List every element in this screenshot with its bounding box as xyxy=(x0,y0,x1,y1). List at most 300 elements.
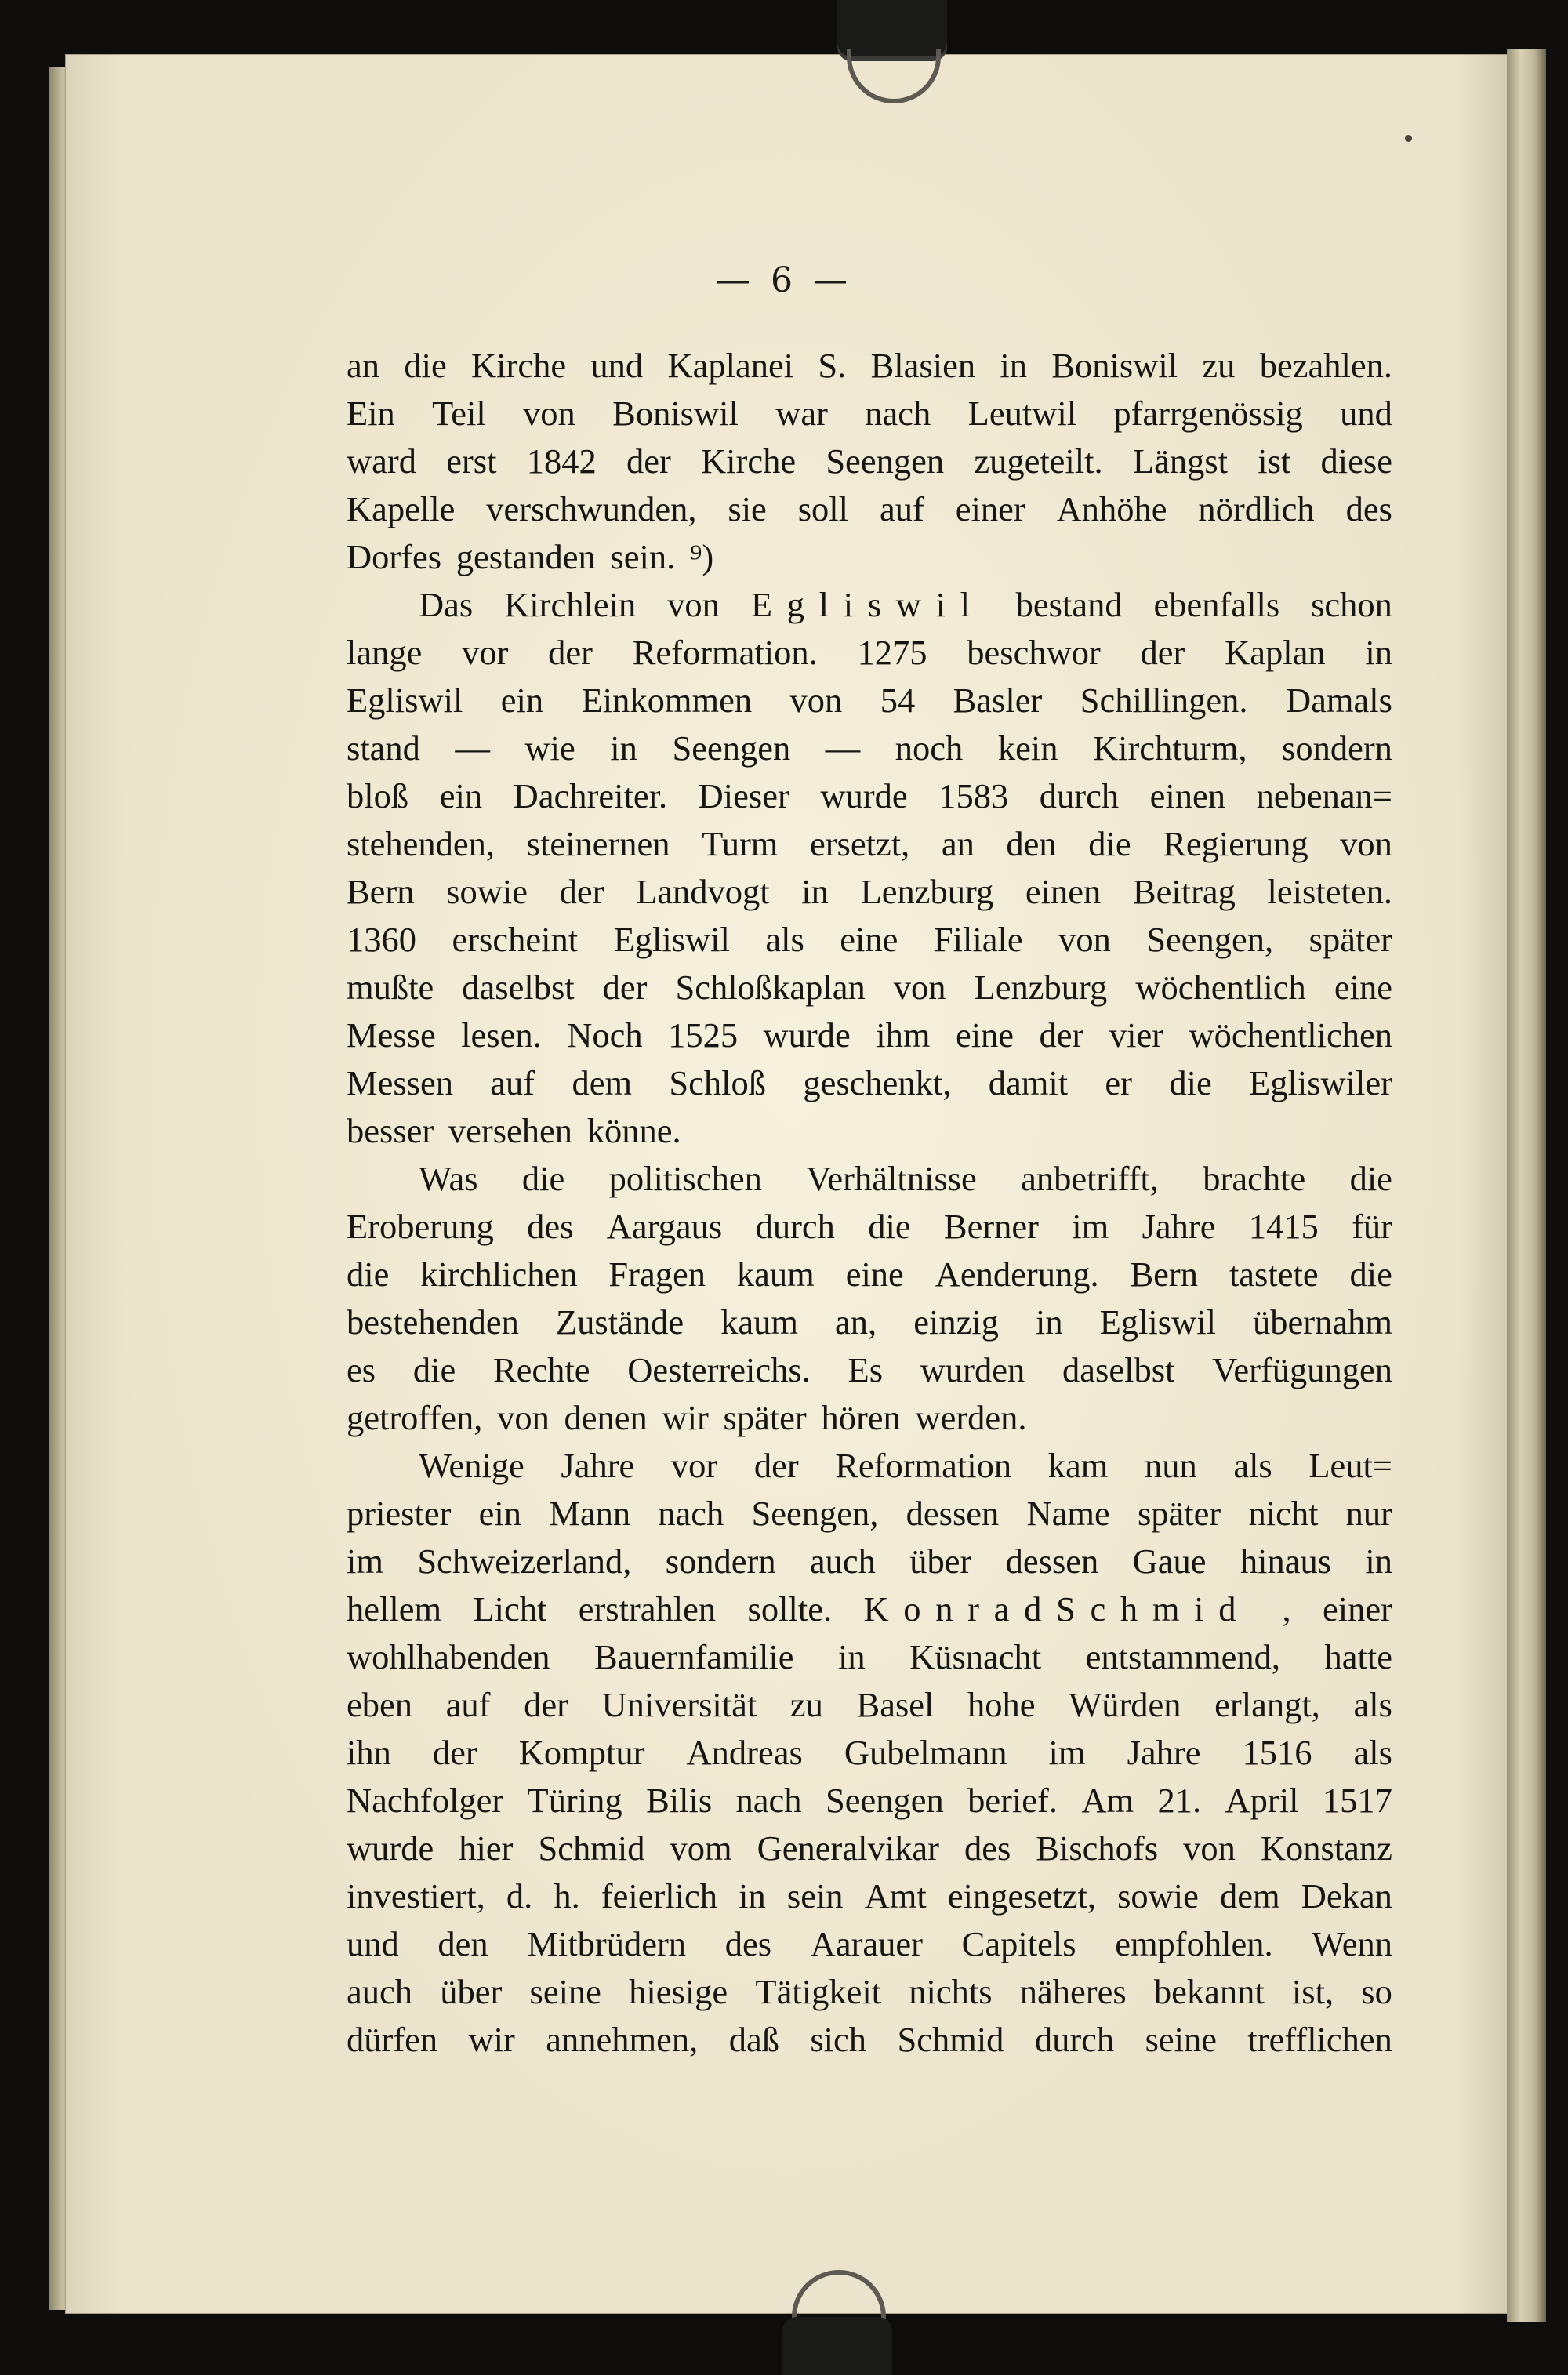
word: in xyxy=(1000,346,1028,385)
word: und xyxy=(1340,394,1392,433)
word: 1842 xyxy=(526,441,597,481)
word: Seengen, xyxy=(1146,920,1274,959)
word: bekannt xyxy=(1153,1972,1265,2011)
word: in xyxy=(1035,1302,1063,1342)
word: die xyxy=(412,1350,456,1389)
word: im xyxy=(1072,1207,1109,1246)
word: — xyxy=(455,728,490,768)
word: hiesige xyxy=(629,1972,728,2011)
word: eben xyxy=(347,1685,413,1724)
word: Bischofs xyxy=(1036,1828,1159,1868)
word: eine xyxy=(1334,968,1392,1007)
word: Bern xyxy=(1130,1255,1199,1294)
word: bloß xyxy=(347,776,409,815)
text-line xyxy=(347,1011,1392,1059)
word: Filiale xyxy=(933,920,1023,959)
word: durch xyxy=(1034,2020,1115,2059)
text-line xyxy=(347,390,1392,438)
word: Kaplan xyxy=(1225,633,1326,672)
word: im xyxy=(1048,1733,1086,1772)
word: Boniswil xyxy=(1051,346,1178,385)
word: Leutwil xyxy=(967,394,1077,433)
text-line xyxy=(347,1777,1392,1825)
word: hatte xyxy=(1324,1637,1392,1676)
word: nach xyxy=(658,1494,724,1533)
word: nicht xyxy=(1248,1494,1319,1533)
text-line xyxy=(347,1059,1392,1107)
word: Basler xyxy=(953,681,1043,720)
word: von xyxy=(1058,920,1111,959)
word: nun xyxy=(1144,1446,1197,1485)
word: Das xyxy=(419,585,474,624)
word: Gubelmann xyxy=(844,1733,1007,1772)
word: Kaplanei xyxy=(667,346,794,385)
text-line xyxy=(347,772,1392,820)
body-text xyxy=(347,342,1392,2064)
word: daselbst xyxy=(1062,1350,1175,1389)
word: dem xyxy=(1220,1876,1280,1916)
word: erscheint xyxy=(452,920,579,959)
word: noch xyxy=(895,728,964,768)
word: in xyxy=(801,872,829,911)
word: der xyxy=(753,1446,799,1485)
word: Aarauer xyxy=(810,1924,923,1963)
word: ist xyxy=(1258,441,1291,481)
word: Noch xyxy=(567,1015,643,1055)
word: in xyxy=(1365,633,1392,672)
word: war xyxy=(775,394,828,433)
text-line xyxy=(347,342,1392,390)
word: auf xyxy=(490,1063,535,1102)
word: eine xyxy=(955,1015,1014,1055)
word: bestand xyxy=(1015,585,1123,624)
word: an xyxy=(941,824,975,863)
word: Küsnacht xyxy=(909,1637,1042,1676)
word: als xyxy=(1353,1685,1392,1724)
word: Aargaus xyxy=(606,1207,723,1246)
word: einzig xyxy=(913,1302,999,1342)
word: lange xyxy=(347,633,423,672)
word: ein xyxy=(478,1494,522,1533)
word: an xyxy=(347,346,380,385)
word: später xyxy=(723,1398,807,1437)
word: stand xyxy=(347,728,420,768)
word: von xyxy=(523,394,575,433)
word: Name xyxy=(1026,1494,1110,1533)
word: den xyxy=(1006,824,1057,863)
word: nördlich xyxy=(1198,489,1315,528)
word: in xyxy=(739,1876,766,1916)
word: Jahre xyxy=(1127,1733,1201,1772)
word: Reformation xyxy=(835,1446,1012,1485)
word: in xyxy=(1365,1542,1392,1581)
word: von xyxy=(893,968,946,1007)
word: leisteten. xyxy=(1267,872,1392,911)
word: vor xyxy=(670,1446,718,1485)
word: sein. xyxy=(610,537,676,576)
word: kaum xyxy=(720,1302,798,1342)
word: der xyxy=(548,633,593,672)
word: Rechte xyxy=(492,1350,590,1389)
text-line xyxy=(347,485,1392,533)
word: Berner xyxy=(943,1207,1039,1246)
word: annehmen, xyxy=(546,2020,699,2059)
page-speck xyxy=(1405,135,1412,142)
text-line xyxy=(347,1394,1392,1442)
word: ist, xyxy=(1291,1972,1334,2011)
word: durch xyxy=(755,1207,835,1246)
word: hellem xyxy=(347,1589,442,1629)
word: Dieser xyxy=(698,776,789,815)
word: beschwor xyxy=(967,633,1101,672)
word: die xyxy=(868,1207,911,1246)
word: Messen xyxy=(347,1063,453,1102)
word: eingesetzt, xyxy=(947,1876,1096,1916)
word: steinernen xyxy=(526,824,670,863)
word: seine xyxy=(1145,2020,1218,2059)
word: er xyxy=(1105,1063,1132,1102)
text-line xyxy=(347,1825,1392,1872)
word: Am xyxy=(1081,1781,1134,1820)
text-line xyxy=(347,1442,1392,1490)
word: versehen xyxy=(448,1111,573,1150)
word: des xyxy=(527,1207,574,1246)
word: April xyxy=(1225,1781,1299,1820)
text-line xyxy=(347,1920,1392,1968)
word: sie xyxy=(728,489,767,528)
word: einer xyxy=(955,489,1025,528)
word: der xyxy=(432,1733,477,1772)
text-line xyxy=(347,1729,1392,1777)
word: Schweizerland, xyxy=(417,1542,632,1581)
word: nach xyxy=(865,394,931,433)
word: Leut= xyxy=(1308,1446,1392,1485)
word: Turm xyxy=(702,824,779,863)
word: Universität xyxy=(601,1685,757,1724)
word: in xyxy=(837,1637,866,1676)
word: soll xyxy=(797,489,849,528)
word: an, xyxy=(835,1302,877,1342)
word: eine xyxy=(840,920,898,959)
word: Reformation. xyxy=(632,633,818,672)
text-line xyxy=(347,581,1392,629)
word: Längst xyxy=(1132,441,1229,481)
word: bestehenden xyxy=(347,1302,519,1342)
word: 1275 xyxy=(857,633,927,672)
word: Boniswil xyxy=(612,394,739,433)
word: wöchentlich xyxy=(1135,968,1306,1007)
word: der xyxy=(559,872,604,911)
text-line xyxy=(347,1872,1392,1920)
word: berief. xyxy=(967,1781,1058,1820)
text-line xyxy=(347,1251,1392,1298)
word: der xyxy=(1140,633,1185,672)
word: Schmid xyxy=(897,2020,1004,2059)
word: von xyxy=(667,585,720,624)
word: kirchlichen xyxy=(420,1255,578,1294)
word: 1525 xyxy=(668,1015,739,1055)
word: ein xyxy=(500,681,544,720)
word: als xyxy=(1233,1446,1272,1485)
word: 1517 xyxy=(1322,1781,1392,1820)
word: vier xyxy=(1109,1015,1164,1055)
word: sollte. xyxy=(747,1589,833,1629)
word: dessen xyxy=(1005,1542,1099,1581)
text-line xyxy=(347,1490,1392,1538)
word: als xyxy=(1353,1733,1392,1772)
word: 54 xyxy=(880,681,916,720)
word: Verfügungen xyxy=(1212,1350,1392,1389)
word: Nachfolger xyxy=(347,1781,504,1820)
word: eine xyxy=(845,1255,904,1294)
word: zu xyxy=(789,1685,823,1724)
word: 21. xyxy=(1157,1781,1202,1820)
word: wie xyxy=(524,728,575,768)
word: Es xyxy=(848,1350,884,1389)
word: Einkommen xyxy=(581,681,753,720)
word: auch xyxy=(347,1972,413,2011)
word: Egliswil xyxy=(613,920,730,959)
word: Komptur xyxy=(518,1733,645,1772)
word: sowie xyxy=(1117,1876,1199,1916)
word: priester xyxy=(347,1494,452,1533)
word: Aenderung. xyxy=(935,1255,1099,1294)
word: Licht xyxy=(473,1589,547,1629)
word: vor xyxy=(462,633,509,672)
word: einen xyxy=(1025,872,1102,911)
word: über xyxy=(909,1542,972,1581)
word: Anhöhe xyxy=(1056,489,1167,528)
word: kaum xyxy=(736,1255,815,1294)
word: Schloß xyxy=(669,1063,767,1102)
word: Teil xyxy=(432,394,486,433)
word: wurde xyxy=(347,1828,434,1868)
word: Bilis xyxy=(646,1781,713,1820)
word: Andreas xyxy=(686,1733,803,1772)
word: die xyxy=(1088,824,1131,863)
word: Mitbrüdern xyxy=(527,1924,687,1963)
word: ihn xyxy=(347,1733,391,1772)
word: und xyxy=(590,346,644,385)
text-line xyxy=(347,533,1392,581)
word: Dorfes xyxy=(347,537,442,576)
text-line xyxy=(347,916,1392,964)
word: Bauernfamilie xyxy=(593,1637,794,1676)
word: Seengen xyxy=(672,728,791,768)
text-line xyxy=(347,629,1392,677)
word: als xyxy=(765,920,804,959)
word: übernahm xyxy=(1253,1302,1392,1342)
text-line xyxy=(347,964,1392,1011)
word: Tätigkeit xyxy=(755,1972,882,2011)
word: der xyxy=(524,1685,568,1724)
word: denen xyxy=(564,1398,648,1437)
word: daselbst xyxy=(462,968,575,1007)
word: der xyxy=(626,441,671,481)
word: auf xyxy=(445,1685,491,1724)
word: die xyxy=(1169,1063,1212,1102)
word: hohe xyxy=(967,1685,1036,1724)
word: durch xyxy=(1039,776,1120,815)
word: die xyxy=(1349,1159,1392,1198)
word: in xyxy=(610,728,637,768)
word: Fragen xyxy=(608,1255,706,1294)
word: verschwunden, xyxy=(486,489,697,528)
word: brachte xyxy=(1203,1159,1306,1198)
word: Mann xyxy=(549,1494,631,1533)
word: Schloßkaplan xyxy=(675,968,866,1007)
word: 1516 xyxy=(1242,1733,1312,1772)
word: später xyxy=(1137,1494,1221,1533)
word: Gaue xyxy=(1132,1542,1207,1581)
word: getroffen, xyxy=(347,1398,483,1437)
page-number: — 6 — xyxy=(716,260,852,300)
word: Was xyxy=(419,1159,478,1198)
word: feierlich xyxy=(601,1876,718,1916)
word: Blasien xyxy=(870,346,976,385)
word: sondern xyxy=(1282,728,1392,768)
word: der xyxy=(1039,1015,1084,1055)
word: der xyxy=(602,968,648,1007)
word: Landvogt xyxy=(636,872,770,911)
word: Dekan xyxy=(1301,1876,1392,1916)
word: diese xyxy=(1320,441,1392,481)
word: Egliswiler xyxy=(1249,1063,1392,1102)
word: besser xyxy=(347,1111,434,1150)
text-line xyxy=(347,868,1392,916)
word: von xyxy=(1340,824,1392,863)
word: Schmid xyxy=(538,1828,645,1868)
word: nur xyxy=(1345,1494,1392,1533)
word: entstammend, xyxy=(1085,1637,1281,1676)
word: zu xyxy=(1202,346,1236,385)
word: Seengen xyxy=(826,441,945,481)
word: kam xyxy=(1047,1446,1109,1485)
word: hinaus xyxy=(1240,1542,1332,1581)
word: bezahlen. xyxy=(1259,346,1392,385)
word: von xyxy=(1183,1828,1236,1868)
word: einen xyxy=(1149,776,1226,815)
word: Türing xyxy=(527,1781,622,1820)
word: — xyxy=(825,728,861,768)
word: d. xyxy=(506,1876,533,1916)
word: im xyxy=(347,1542,383,1581)
word: Messe xyxy=(347,1015,436,1055)
word: investiert, xyxy=(347,1876,485,1916)
bottom-book-clamp xyxy=(782,2317,892,2375)
word: 1583 xyxy=(938,776,1009,815)
word: auch xyxy=(809,1542,876,1581)
word: geschenkt, xyxy=(803,1063,952,1102)
word: ebenfalls xyxy=(1153,585,1280,624)
word: Amt xyxy=(864,1876,927,1916)
word: Generalvikar xyxy=(757,1828,939,1868)
word: Kirche xyxy=(701,441,797,481)
word: so xyxy=(1361,1972,1392,2011)
text-line xyxy=(347,2016,1392,2064)
word: ⁹) xyxy=(689,537,714,576)
word: hören xyxy=(821,1398,901,1437)
word: und xyxy=(347,1924,399,1963)
word: ein xyxy=(439,776,483,815)
word: gestanden xyxy=(456,537,596,576)
word: nach xyxy=(735,1781,802,1820)
word: dessen xyxy=(906,1494,1000,1533)
word: Bern xyxy=(347,872,415,911)
word: stehenden, xyxy=(347,824,495,863)
word: pfarrgenössig xyxy=(1113,394,1303,433)
word: erst xyxy=(446,441,497,481)
word: wohlhabenden xyxy=(347,1637,550,1676)
word: Seengen, xyxy=(751,1494,879,1533)
text-line xyxy=(347,1298,1392,1346)
word: hier xyxy=(459,1828,514,1868)
word: Zustände xyxy=(555,1302,684,1342)
word: dem xyxy=(572,1063,633,1102)
word: die xyxy=(347,1255,390,1294)
word: könne. xyxy=(586,1111,681,1150)
word: Dachreiter. xyxy=(513,776,668,815)
text-line xyxy=(347,1585,1392,1633)
word: werden. xyxy=(915,1398,1027,1437)
text-line xyxy=(347,1633,1392,1681)
word: über xyxy=(440,1972,503,2011)
text-line xyxy=(347,677,1392,724)
word: kein xyxy=(997,728,1058,768)
word: Capitels xyxy=(961,1924,1076,1963)
word: später xyxy=(1308,920,1392,959)
word: die xyxy=(1349,1255,1392,1294)
right-page-edge xyxy=(1507,49,1546,2322)
word: Verhältnisse xyxy=(806,1159,977,1198)
word: 1360 xyxy=(347,920,416,959)
word: Jahre xyxy=(1142,1207,1216,1246)
word: Konstanz xyxy=(1260,1828,1392,1868)
word: wurden xyxy=(920,1350,1025,1389)
word: den xyxy=(437,1924,488,1963)
word: Egliswil xyxy=(347,681,463,720)
word: wurde xyxy=(820,776,908,815)
word: von xyxy=(497,1398,550,1437)
word: S. xyxy=(818,346,847,385)
word: Kirchlein xyxy=(504,585,637,624)
word: trefflichen xyxy=(1247,2020,1392,2059)
text-line xyxy=(347,1203,1392,1251)
word: dürfen xyxy=(347,2020,438,2059)
word: Kapelle xyxy=(347,489,456,528)
word: Oesterreichs. xyxy=(627,1350,811,1389)
word: seine xyxy=(529,1972,601,2011)
word: anbetrifft, xyxy=(1021,1159,1159,1198)
text-line xyxy=(347,1107,1392,1155)
word: sowie xyxy=(446,872,528,911)
word: sondern xyxy=(665,1542,776,1581)
word: die xyxy=(404,346,447,385)
word: politischen xyxy=(608,1159,762,1198)
word: damit xyxy=(988,1063,1069,1102)
word: tastete xyxy=(1229,1255,1319,1294)
word: Seengen xyxy=(825,1781,944,1820)
word: Lenzburg xyxy=(860,872,994,911)
word: erlangt, xyxy=(1214,1685,1320,1724)
word: zugeteilt. xyxy=(974,441,1103,481)
word: Wenn xyxy=(1312,1924,1392,1963)
word: daß xyxy=(728,2020,779,2059)
word: Lenzburg xyxy=(974,968,1108,1007)
word: Regierung xyxy=(1163,824,1308,863)
text-line xyxy=(347,1968,1392,2016)
word: Kirche xyxy=(471,346,567,385)
